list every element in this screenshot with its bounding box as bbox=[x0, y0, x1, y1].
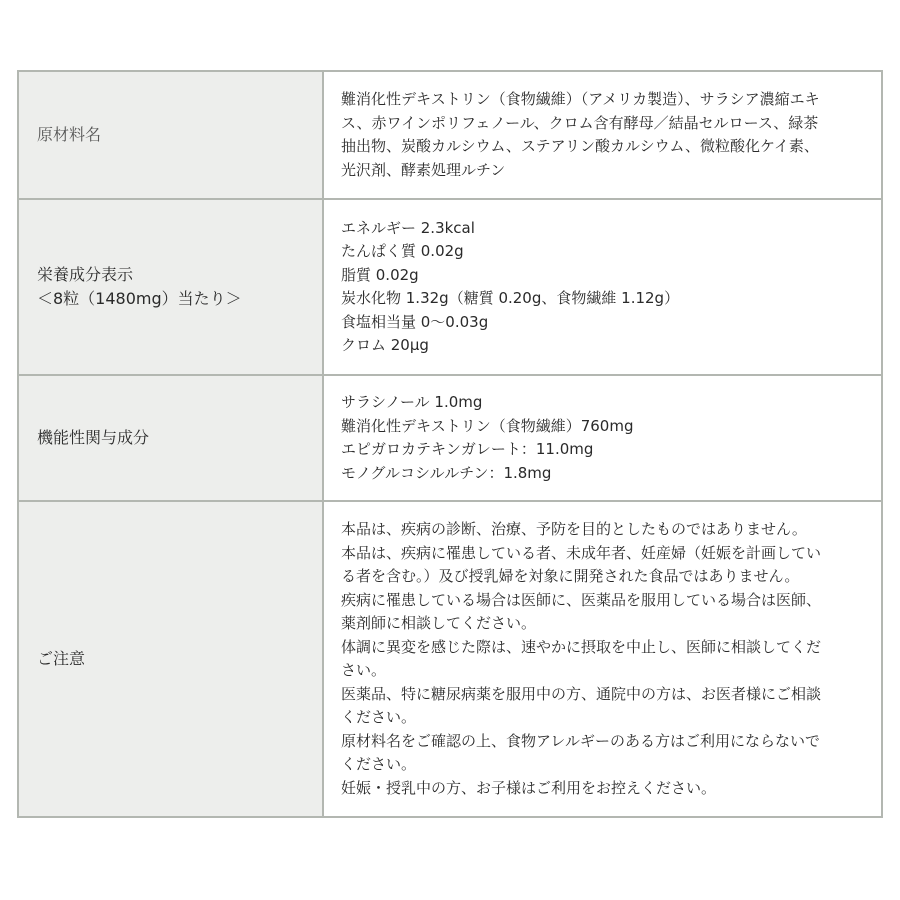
value-caution bbox=[323, 501, 882, 817]
value-line: 薬剤師に相談してください。 bbox=[341, 614, 537, 632]
value-line: モノグルコシルルチン：1.8mg bbox=[341, 463, 552, 482]
value-line: 体調に異変を感じた際は、速やかに摂取を中止し、医師に相談してくだ bbox=[341, 637, 822, 656]
value-line: 脂質 0.02g bbox=[341, 265, 419, 284]
table-row-nutrition bbox=[18, 199, 882, 375]
value-line: る者を含む。）及び授乳婦を対象に開発された食品ではありません。 bbox=[341, 567, 800, 585]
value-line: サラシノール 1.0mg bbox=[341, 393, 483, 411]
value-line: 妊娠・授乳中の方、お子様はご利用をお控えください。 bbox=[341, 778, 717, 797]
label-text: 原材料名 bbox=[37, 125, 102, 144]
value-line: さい。 bbox=[341, 661, 387, 679]
label-caution bbox=[18, 501, 323, 817]
value-nutrition bbox=[323, 199, 882, 375]
value-functional-ingredients bbox=[323, 375, 882, 501]
value-line: 疾病に罹患している場合は医師に、医薬品を服用している場合は医師、 bbox=[341, 590, 822, 609]
value-line: 炭水化物 1.32g（糖質 0.20g、食物繊維 1.12g） bbox=[341, 289, 680, 307]
label-text: 栄養成分表示 bbox=[37, 265, 134, 284]
label-text: 機能性関与成分 bbox=[37, 428, 150, 447]
value-line: クロム 20μg bbox=[341, 336, 429, 354]
value-line: 原材料名をご確認の上、食物アレルギーのある方はご利用にならないで bbox=[341, 731, 821, 750]
product-info-table bbox=[17, 70, 883, 818]
value-ingredients bbox=[323, 71, 882, 199]
label-text: ＜8粒（1480mg）当たり＞ bbox=[37, 289, 242, 308]
value-line: 難消化性デキストリン（食物繊維）（アメリカ製造）、サラシア濃縮エキ bbox=[341, 90, 820, 108]
value-line: ください。 bbox=[341, 755, 417, 773]
value-line: 医薬品、特に糖尿病薬を服用中の方、通院中の方は、お医者様にご相談 bbox=[341, 684, 822, 703]
value-line: エピガロカテキンガレート：11.0mg bbox=[341, 440, 594, 458]
label-nutrition bbox=[18, 199, 323, 375]
label-functional-ingredients bbox=[18, 375, 323, 501]
value-line: エネルギー 2.3kcal bbox=[341, 218, 475, 237]
table-row-functional-ingredients bbox=[18, 375, 882, 501]
value-line: 本品は、疾病に罹患している者、未成年者、妊産婦（妊娠を計画してい bbox=[341, 543, 822, 562]
value-line: ください。 bbox=[341, 708, 417, 726]
value-line: たんぱく質 0.02g bbox=[341, 242, 464, 260]
value-line: 抽出物、炭酸カルシウム、ステアリン酸カルシウム、微粒酸化ケイ素、 bbox=[341, 137, 819, 155]
value-line: ス、赤ワインポリフェノール、クロム含有酵母／結晶セルロース、緑茶 bbox=[341, 113, 819, 132]
value-line: 光沢剤、酵素処理ルチン bbox=[341, 160, 506, 179]
table-row-caution bbox=[18, 501, 882, 817]
value-line: 本品は、疾病の診断、治療、予防を目的としたものではありません。 bbox=[341, 520, 807, 538]
value-line: 難消化性デキストリン（食物繊維）760mg bbox=[341, 416, 634, 435]
table-row-ingredients bbox=[18, 71, 882, 199]
label-ingredients bbox=[18, 71, 323, 199]
label-text: ご注意 bbox=[37, 649, 86, 668]
value-line: 食塩相当量 0～0.03g bbox=[341, 312, 489, 331]
